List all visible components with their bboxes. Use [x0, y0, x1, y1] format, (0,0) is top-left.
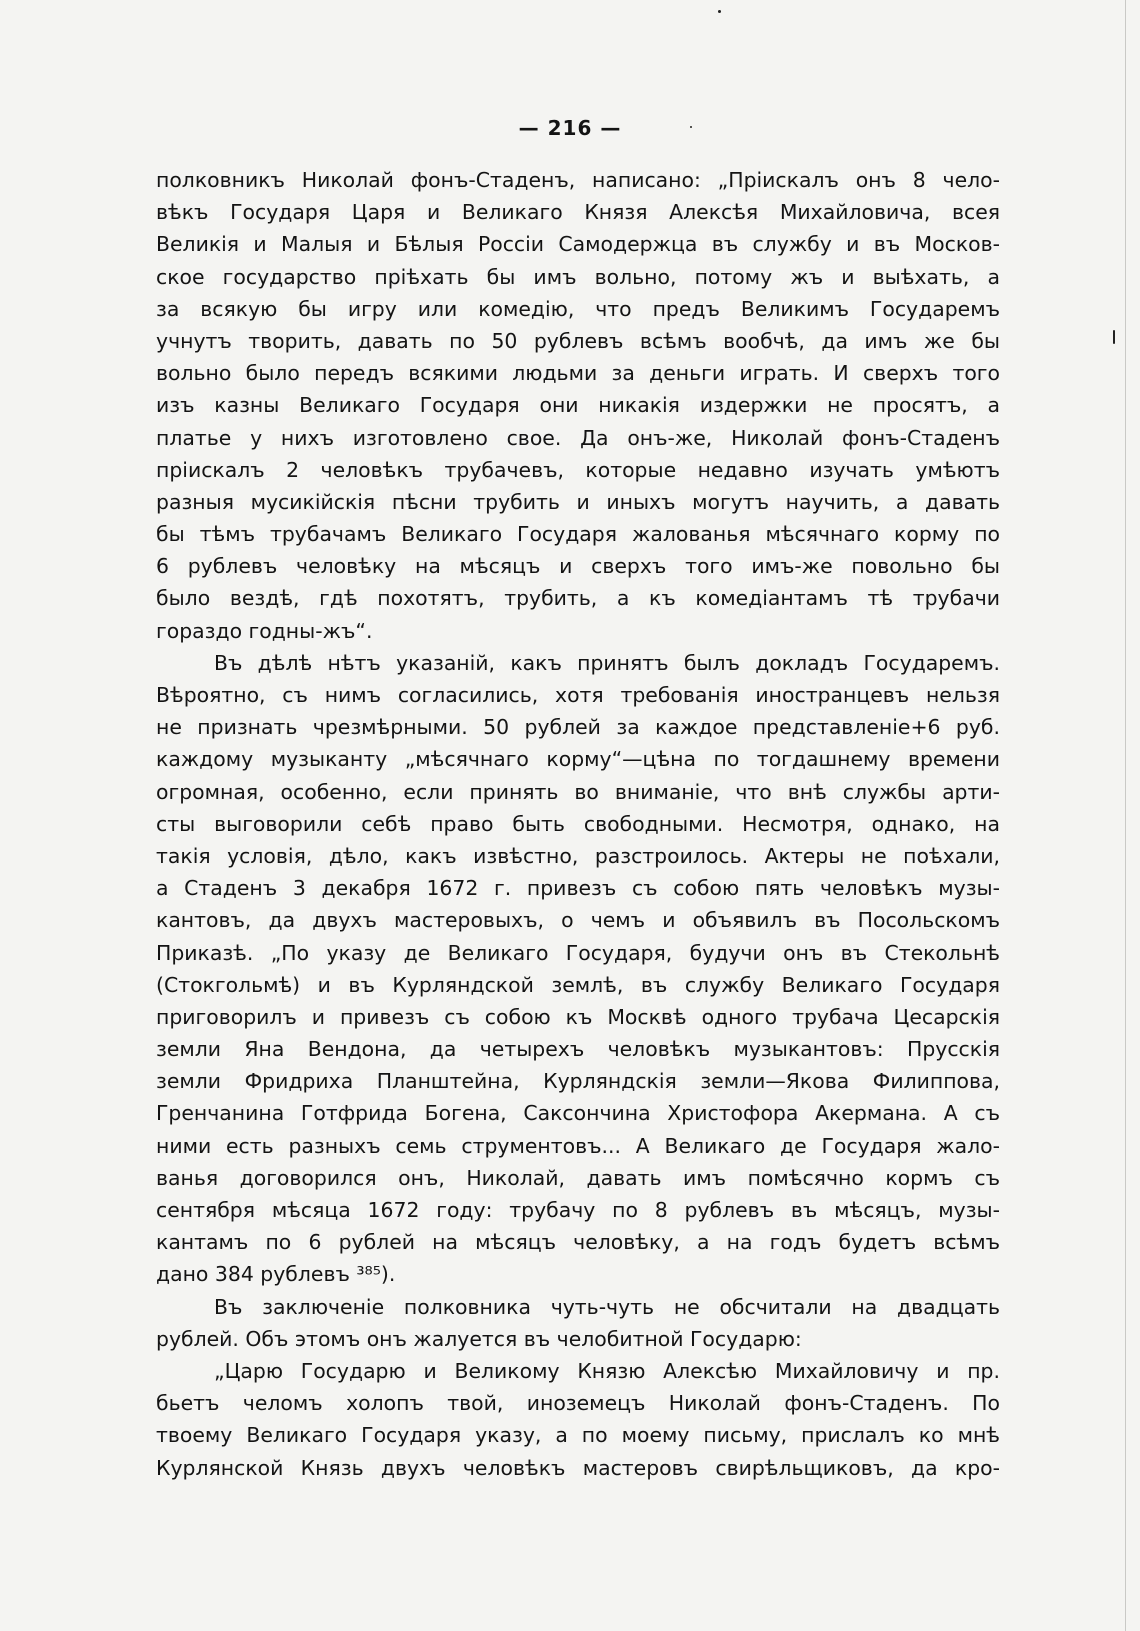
text-line: бьетъ челомъ холопъ твой, иноземецъ Николай фонъ-Стаденъ. По: [156, 1391, 1000, 1416]
page-edge-line: [1125, 0, 1126, 1631]
text-line: вольно было передъ всякими людьми за деньги играть. И сверхъ того: [156, 361, 1000, 386]
text-line: полковникъ Николай фонъ-Стаденъ, написано: „Пріискалъ онъ 8 чело-: [156, 168, 1000, 192]
scan-speck: [1113, 330, 1115, 344]
text-line: огромная, особенно, если принять во вниманіе, что внѣ службы арти-: [156, 779, 1000, 804]
text-line: земли Фридриха Планштейна, Курляндскія земли—Якова Филиппова,: [156, 1069, 1000, 1094]
text-line: Гренчанина Готфрида Богена, Саксончина Христофора Акермана. А съ: [156, 1101, 1000, 1126]
text-line: Въ заключеніе полковника чуть-чуть не обсчитали на двадцать: [214, 1294, 1000, 1319]
body-text: [156, 164, 1000, 1484]
text-line: Великія и Малыя и Бѣлыя Россіи Самодержца въ службу и въ Москов-: [156, 232, 1000, 257]
text-line: Приказѣ. „По указу де Великаго Государя, будучи онъ въ Стекольнѣ: [156, 940, 1000, 965]
text-line: Въ дѣлѣ нѣтъ указаній, какъ принятъ былъ докладъ Государемъ.: [214, 650, 1000, 675]
text-line: не признать чрезмѣрными. 50 рублей за каждое представленіе+6 руб.: [156, 715, 1000, 740]
text-line: рублей. Объ этомъ онъ жалуется въ челобитной Государю:: [156, 1326, 802, 1351]
text-line: 6 рублевъ человѣку на мѣсяцъ и сверхъ того имъ-же повольно бы: [156, 554, 1000, 579]
text-line: кантовъ, да двухъ мастеровыхъ, о чемъ и объявилъ въ Посольскомъ: [156, 908, 1000, 933]
text-line: „Царю Государю и Великому Князю Алексѣю Михайловичу и пр.: [214, 1358, 1000, 1383]
text-line: земли Яна Вендона, да четырехъ человѣкъ музыкантовъ: Прусскія: [156, 1037, 1000, 1062]
text-line: приговорилъ и привезъ съ собою къ Москвѣ одного трубача Цесарскія: [156, 1004, 1000, 1029]
text-line: изъ казны Великаго Государя они никакія издержки не просятъ, а: [156, 393, 1000, 418]
page-number: — 216 —: [518, 116, 622, 140]
text-line: было вездѣ, гдѣ похотятъ, трубить, а къ комедіантамъ тѣ трубачи: [156, 586, 1000, 611]
text-line: сентября мѣсяца 1672 году: трубачу по 8 рублевъ въ мѣсяцъ, музы-: [156, 1198, 1000, 1222]
text-line: сты выговорили себѣ право быть свободными. Несмотря, однако, на: [156, 811, 1000, 836]
text-line: платье у нихъ изготовлено свое. Да онъ-же, Николай фонъ-Стаденъ: [156, 425, 1000, 450]
text-line: ними есть разныхъ семь струментовъ... А Великаго де Государя жало-: [156, 1133, 1000, 1158]
text-line: бы тѣмъ трубачамъ Великаго Государя жалованья мѣсячнаго корму по: [156, 522, 1000, 547]
scan-speck: [718, 10, 721, 13]
text-line: каждому музыканту „мѣсячнаго корму“—цѣна по тогдашнему времени: [156, 747, 1000, 772]
text-line: а Стаденъ 3 декабря 1672 г. привезъ съ собою пять человѣкъ музы-: [156, 876, 1000, 901]
text-line: твоему Великаго Государя указу, а по моему письму, прислалъ ко мнѣ: [156, 1423, 1000, 1448]
text-line: Вѣроятно, съ нимъ согласились, хотя требованія иностранцевъ нельзя: [156, 683, 1000, 707]
text-line: ское государство пріѣхать бы имъ вольно, потому жъ и выѣхать, а: [156, 264, 1000, 289]
text-line: учнутъ творить, давать по 50 рублевъ всѣмъ вообчѣ, да имъ же бы: [156, 328, 1000, 353]
text-line: вѣкъ Государя Царя и Великаго Князя Алексѣя Михайловича, всея: [156, 200, 1000, 225]
text-line: кантамъ по 6 рублей на мѣсяцъ человѣку, а на годъ будетъ всѣмъ: [156, 1230, 1000, 1255]
text-line: такія условія, дѣло, какъ извѣстно, разстроилось. Актеры не поѣхали,: [156, 843, 1000, 868]
text-line: дано 384 рублевъ ³⁸⁵).: [156, 1262, 396, 1287]
text-line: за всякую бы игру или комедію, что предъ Великимъ Государемъ: [156, 296, 1000, 321]
text-line: гораздо годны-жъ“.: [156, 618, 373, 643]
text-line: пріискалъ 2 человѣкъ трубачевъ, которые недавно изучать умѣютъ: [156, 457, 1000, 482]
text-line: Курлянской Князь двухъ человѣкъ мастеровъ свирѣльщиковъ, да кро-: [156, 1455, 1000, 1480]
text-line: ванья договорился онъ, Николай, давать имъ помѣсячно кормъ съ: [156, 1165, 1000, 1190]
text-line: (Стокгольмѣ) и въ Курляндской землѣ, въ службу Великаго Государя: [156, 972, 1000, 997]
text-line: разныя мусикійскія пѣсни трубить и иныхъ могутъ научить, а давать: [156, 489, 1000, 514]
